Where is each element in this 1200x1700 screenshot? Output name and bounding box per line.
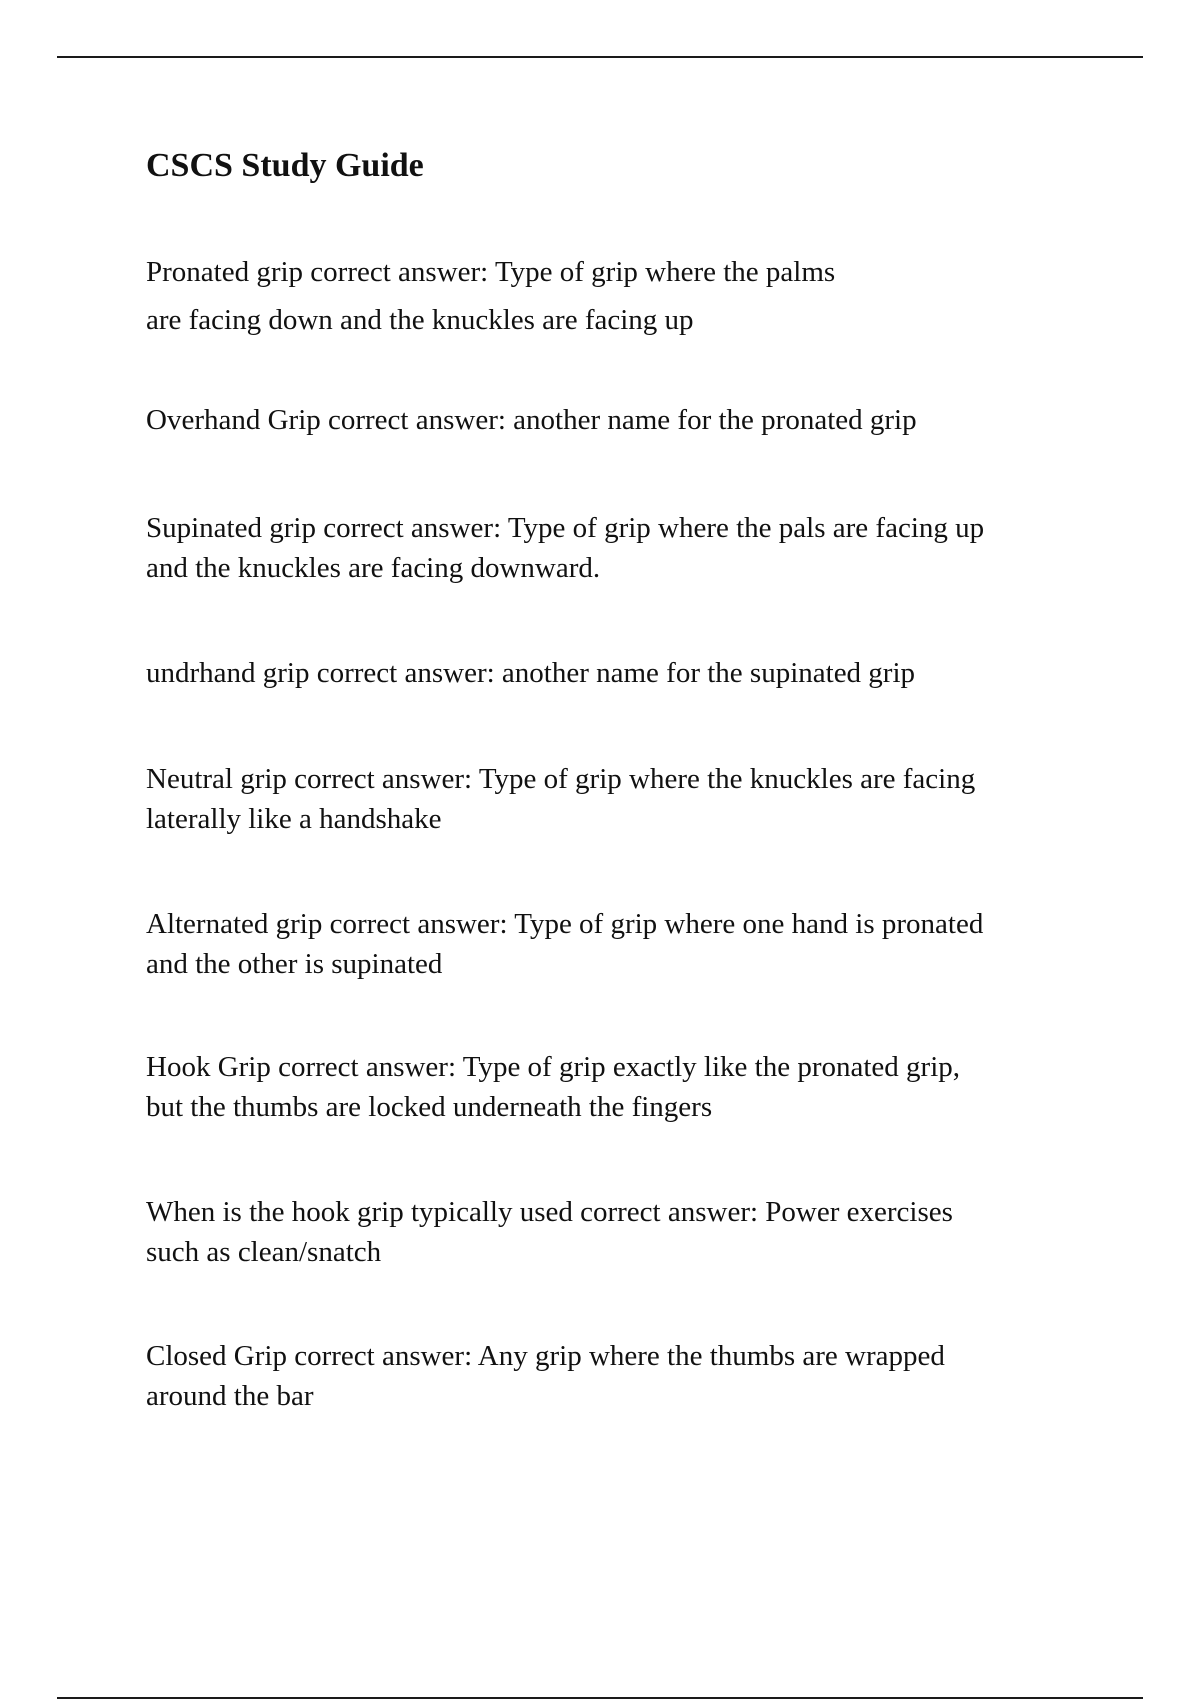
entry-1 [146, 252, 835, 348]
entry-3 [146, 508, 984, 588]
entry-line: and the other is supinated [146, 948, 443, 980]
page-content [146, 144, 1106, 1412]
top-rule [57, 56, 1143, 58]
entry-4 [146, 653, 915, 693]
entry-line: When is the hook grip typically used correct answer: Power exercises [146, 1196, 953, 1228]
entry-line: Supinated grip correct answer: Type of grip where the pals are facing up [146, 512, 985, 544]
entry-line: undrhand grip correct answer: another name for the supinated grip [146, 657, 916, 689]
entry-5 [146, 759, 975, 839]
entry-2 [146, 400, 917, 440]
entry-line: and the knuckles are facing downward. [146, 552, 601, 584]
bottom-rule [57, 1697, 1143, 1699]
entry-line: but the thumbs are locked underneath the fingers [146, 1091, 713, 1123]
entry-8 [146, 1192, 953, 1272]
page-title: CSCS Study Guide [146, 147, 424, 184]
entry-line: laterally like a handshake [146, 803, 442, 835]
entry-line: Overhand Grip correct answer: another name for the pronated grip [146, 404, 917, 436]
entry-line: Neutral grip correct answer: Type of grip where the knuckles are facing [146, 763, 976, 795]
entry-line: such as clean/snatch [146, 1236, 382, 1268]
entry-9 [146, 1336, 945, 1416]
entry-line: around the bar [146, 1380, 314, 1412]
entry-7 [146, 1047, 960, 1127]
entry-line: Alternated grip correct answer: Type of grip where one hand is pronated [146, 908, 984, 940]
entry-line: Hook Grip correct answer: Type of grip exactly like the pronated grip, [146, 1051, 960, 1083]
entry-line: Closed Grip correct answer: Any grip where the thumbs are wrapped [146, 1340, 945, 1372]
entry-line: Pronated grip correct answer: Type of grip where the palms [146, 256, 836, 288]
entry-6 [146, 904, 983, 984]
entry-line: are facing down and the knuckles are facing up [146, 304, 694, 336]
